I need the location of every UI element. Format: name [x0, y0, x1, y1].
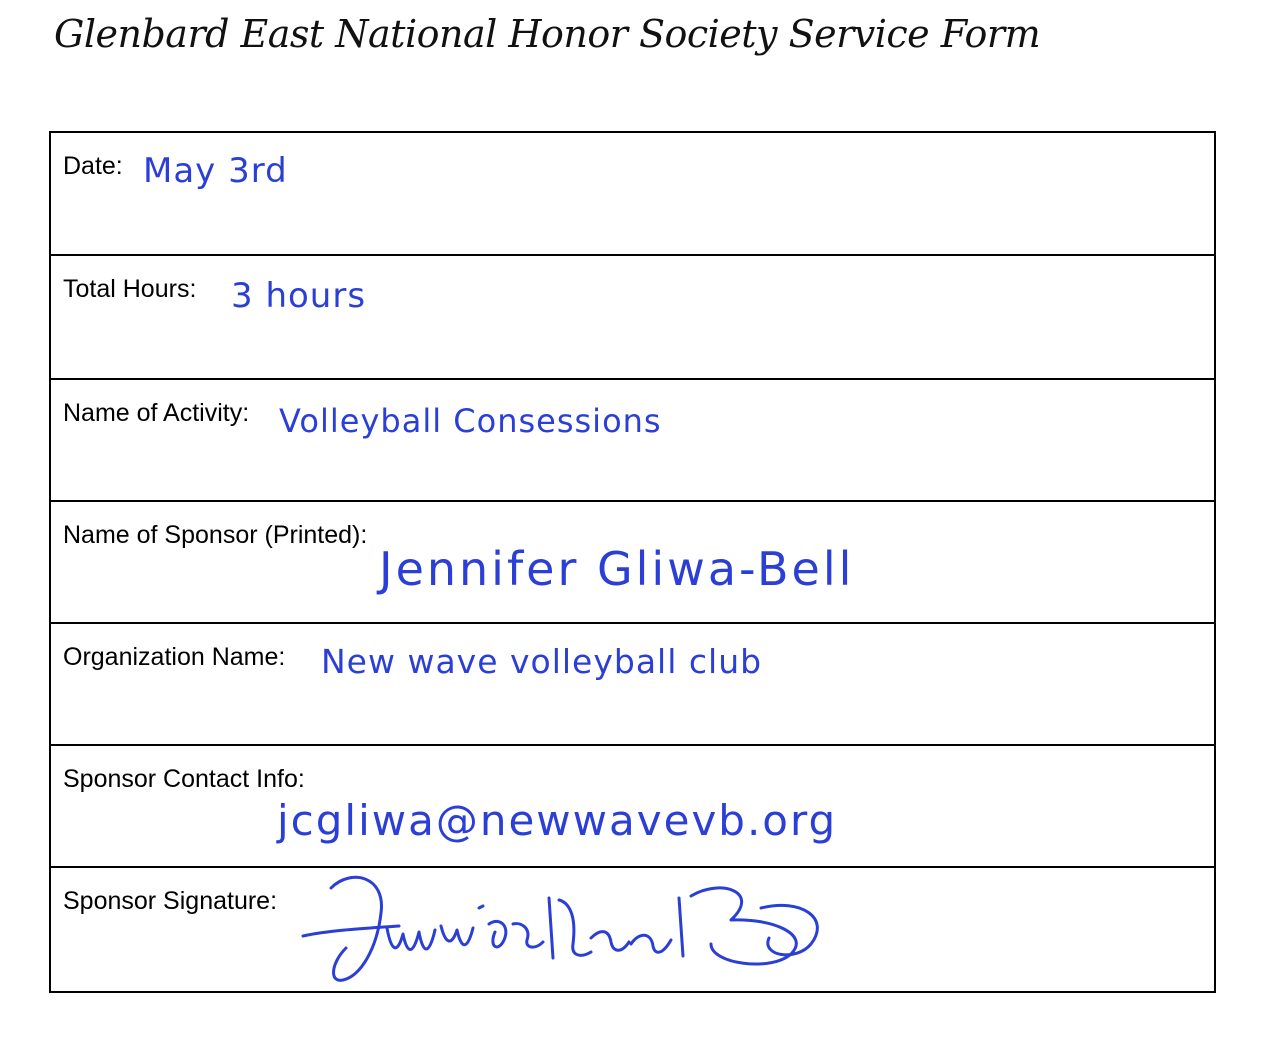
total-hours-value[interactable]: 3 hours: [231, 276, 367, 316]
date-value[interactable]: May 3rd: [143, 151, 288, 191]
date-label: Date:: [63, 152, 123, 180]
sponsor-printed-label: Name of Sponsor (Printed):: [63, 521, 368, 549]
form-title: Glenbard East National Honor Society Service Form: [54, 12, 1041, 56]
sponsor-signature[interactable]: [291, 868, 851, 992]
signature-label: Sponsor Signature:: [63, 887, 278, 915]
organization-row: [51, 624, 1214, 746]
total-hours-row: [51, 256, 1214, 380]
signature-row: [51, 868, 1214, 993]
sponsor-printed-value[interactable]: Jennifer Gliwa-Bell: [379, 542, 855, 596]
total-hours-label: Total Hours:: [63, 275, 197, 303]
date-row: [51, 133, 1214, 256]
contact-value[interactable]: jcgliwa@newwavevb.org: [277, 796, 838, 845]
activity-row: [51, 380, 1214, 502]
service-form-table: [49, 131, 1216, 993]
activity-label: Name of Activity:: [63, 399, 250, 427]
organization-value[interactable]: New wave volleyball club: [321, 642, 763, 681]
contact-row: [51, 746, 1214, 868]
activity-value[interactable]: Volleyball Consessions: [279, 402, 662, 440]
sponsor-printed-row: [51, 502, 1214, 624]
contact-label: Sponsor Contact Info:: [63, 765, 305, 793]
organization-label: Organization Name:: [63, 643, 286, 671]
